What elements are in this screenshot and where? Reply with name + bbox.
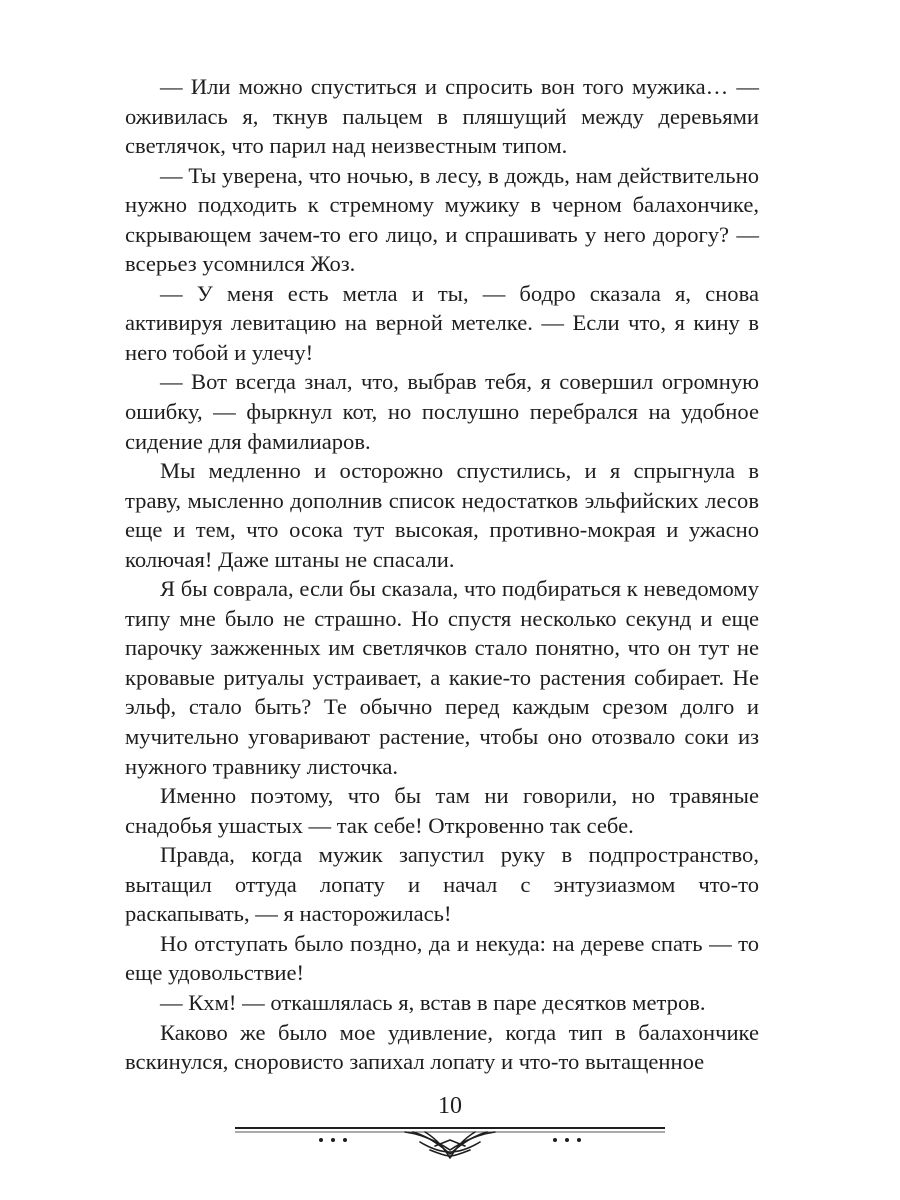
paragraph: Мы медленно и осторожно спустились, и я спрыгнула в траву, мысленно дополнив список недостатков эльфийских лесов еще и тем, что осока тут высокая, противно-мокрая и ужасно колючая! Даже штаны не спасали. — [125, 458, 759, 572]
page-number: 10 — [438, 1093, 462, 1119]
paragraph: Но отступать было поздно, да и некуда: на дереве спать — то еще удовольствие! — [125, 930, 759, 986]
paragraph: Правда, когда мужик запустил руку в подпространство, вытащил оттуда лопату и начал с энтузиазмом что-то раскапывать, — я насторожилась! — [125, 842, 759, 927]
paragraph: — Ты уверена, что ночью, в лесу, в дождь, нам действительно нужно подходить к стремному мужику в черном балахончике, скрывающем зачем-то его лицо, и спрашивать у него дорогу? — всерьез усомнился Жоз. — [125, 162, 759, 277]
paragraph: Я бы соврала, если бы сказала, что подбираться к неведомому типу мне было не страшно. Но спустя несколько секунд и еще парочку зажженных им светлячков стало понятно, что он тут не кровавые ритуалы устраивает, а какие-то растения собирает. Не эльф, стало быть? Те обычно перед каждым срезом долго и мучительно уговаривают растение, чтобы оно отозвало соки из нужного травнику листочка. — [125, 576, 759, 779]
paragraph: Именно поэтому, что бы там ни говорили, но травяные снадобья ушастых — так себе! Откровенно так себе. — [125, 783, 759, 838]
body-text — [125, 72, 759, 1077]
paragraph: — Или можно спуститься и спросить вон того мужика… — оживилась я, ткнув пальцем в пляшущий между деревьями светлячок, что парил над неизвестным типом. — [125, 74, 759, 159]
ornamental-divider-icon — [235, 1120, 665, 1162]
paragraph: — У меня есть метла и ты, — бодро сказала я, снова активируя левитацию на верной метелке. — Если что, я кину в него тобой и улечу! — [125, 280, 759, 365]
paragraph: — Кхм! — откашлялась я, встав в паре десятков метров. — [160, 989, 706, 1015]
paragraph: — Вот всегда знал, что, выбрав тебя, я совершил огромную ошибку, — фыркнул кот, но послушно перебрался на удобное сидение для фамилиаров. — [125, 369, 759, 454]
paragraph: Каково же было мое удивление, когда тип в балахончике вскинулся, сноровисто запихал лопату и что-то вытащенное — [125, 1019, 759, 1075]
page-footer — [0, 1092, 900, 1162]
